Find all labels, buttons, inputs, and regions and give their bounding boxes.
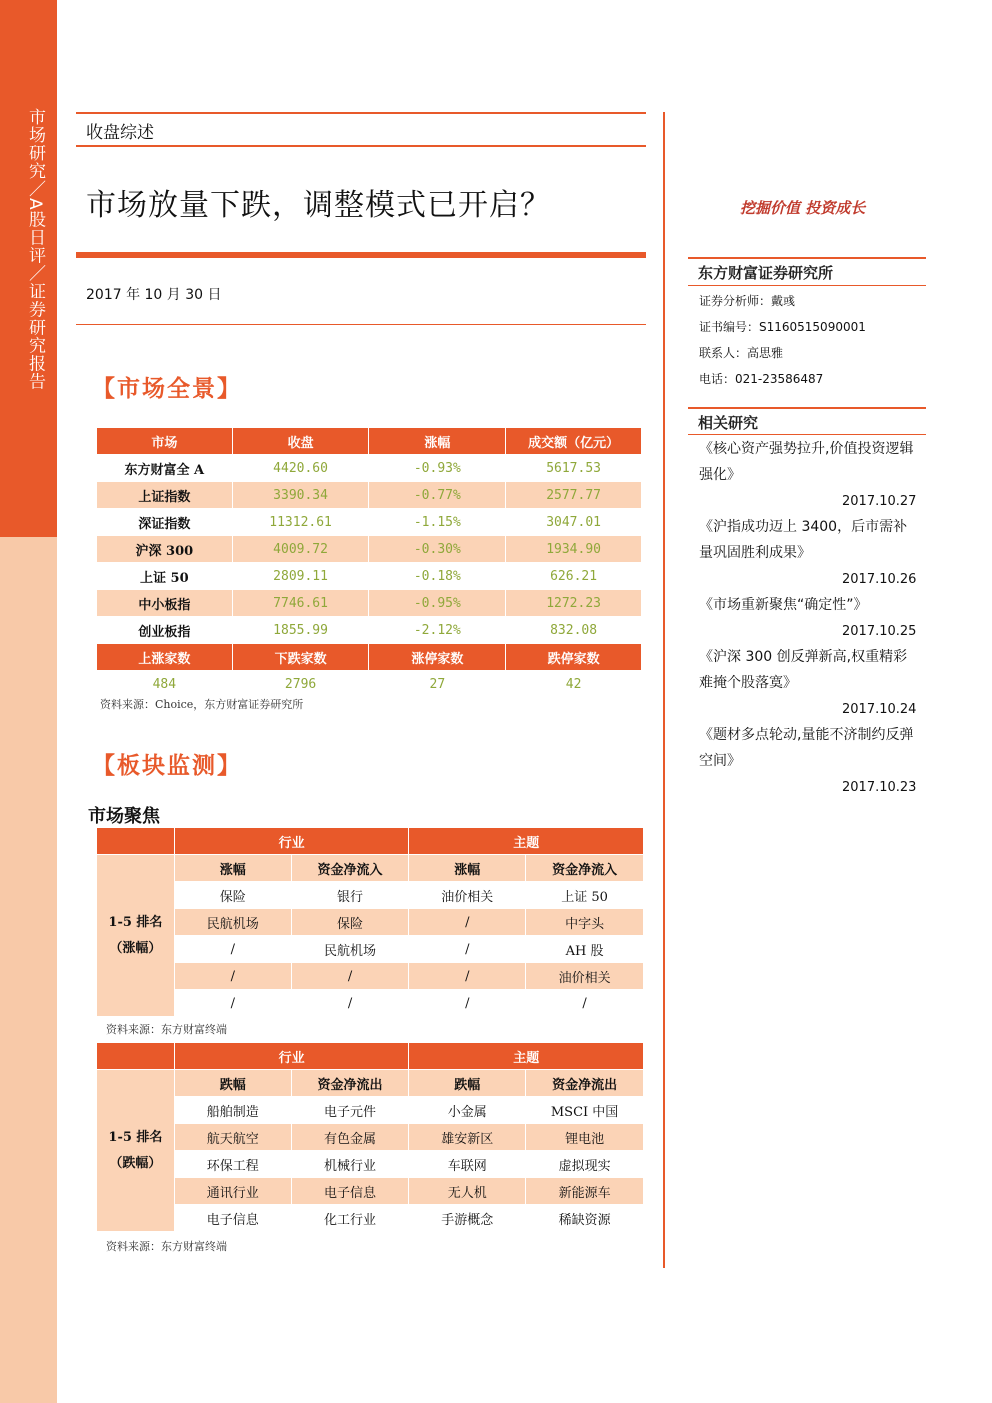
rank-label-line2: （涨幅） xyxy=(109,940,162,956)
market-heading: 【市场全景】 xyxy=(92,375,242,402)
col-header: 资金净流出 xyxy=(526,1070,644,1097)
rank-label xyxy=(97,1070,175,1232)
sidebar-category-text: 市场研究／A股日评／证券研究报告 xyxy=(25,108,45,391)
group-header-row xyxy=(97,828,644,855)
phone-number: 电话：021-23586487 xyxy=(699,372,824,386)
institute-rule-bottom xyxy=(688,285,926,286)
column-divider xyxy=(663,112,665,1268)
col-header: 跌幅 xyxy=(174,1070,291,1097)
change-value: -2.12% xyxy=(369,617,506,644)
index-name: 中小板指 xyxy=(97,590,233,617)
limit-down-count: 42 xyxy=(506,671,642,698)
table-row xyxy=(97,617,642,644)
index-name: 沪深 300 xyxy=(97,536,233,563)
market-source: 资料来源：Choice，东方财富证券研究所 xyxy=(100,698,304,711)
table-cell: 船舶制造 xyxy=(174,1097,291,1124)
volume-value: 832.08 xyxy=(506,617,642,644)
table-cell: 稀缺资源 xyxy=(526,1205,644,1232)
rank-label-line2: （跌幅） xyxy=(109,1155,162,1171)
label-rule xyxy=(76,145,646,147)
table-cell: MSCI 中国 xyxy=(526,1097,644,1124)
table-cell: 保险 xyxy=(174,882,291,909)
column-header-row xyxy=(97,855,644,882)
rank-label xyxy=(97,855,175,1017)
col-header: 跌停家数 xyxy=(506,644,642,671)
volume-value: 1934.90 xyxy=(506,536,642,563)
table-cell: 化工行业 xyxy=(291,1205,409,1232)
related-item-title[interactable]: 《市场重新聚焦“确定性”》 xyxy=(699,597,868,613)
table-cell: 通讯行业 xyxy=(174,1178,291,1205)
table-row xyxy=(97,1178,644,1205)
change-value: -0.95% xyxy=(369,590,506,617)
related-item-date: 2017.10.26 xyxy=(842,572,917,587)
table-row xyxy=(97,1097,644,1124)
col-header: 资金净流出 xyxy=(291,1070,409,1097)
table-cell: 民航机场 xyxy=(174,909,291,936)
related-item-title[interactable]: 《题材多点轮动,量能不济制约反弹空间》 xyxy=(699,727,914,769)
table-cell: / xyxy=(291,963,409,990)
table-cell: / xyxy=(409,963,526,990)
top-rule xyxy=(76,112,646,114)
table-cell: 上证 50 xyxy=(526,882,644,909)
table-row xyxy=(97,990,644,1017)
market-table-header xyxy=(97,428,642,455)
index-name: 东方财富全 A xyxy=(97,455,233,482)
table-cell: / xyxy=(291,990,409,1017)
column-header-row xyxy=(97,1070,644,1097)
table-cell: 有色金属 xyxy=(291,1124,409,1151)
group-theme: 主题 xyxy=(409,828,644,855)
volume-value: 1272.23 xyxy=(506,590,642,617)
table-cell: / xyxy=(409,936,526,963)
sector-down-table xyxy=(96,1042,644,1232)
table-cell: 车联网 xyxy=(409,1151,526,1178)
table-cell: 手游概念 xyxy=(409,1205,526,1232)
col-header: 下跌家数 xyxy=(232,644,369,671)
col-header: 成交额（亿元） xyxy=(506,428,642,455)
table-cell: / xyxy=(174,936,291,963)
table-cell: 小金属 xyxy=(409,1097,526,1124)
date-rule xyxy=(76,324,646,325)
rank-label-line1: 1-5 排名 xyxy=(108,914,163,930)
table-cell: / xyxy=(526,990,644,1017)
related-rule-top xyxy=(688,407,926,409)
close-value: 4009.72 xyxy=(232,536,369,563)
group-industry: 行业 xyxy=(174,1043,409,1070)
table-cell: 航天航空 xyxy=(174,1124,291,1151)
contact-person: 联系人：高思雅 xyxy=(699,346,784,360)
related-rule-bottom xyxy=(688,434,926,435)
up-table-source: 资料来源：东方财富终端 xyxy=(106,1023,227,1036)
group-header-row xyxy=(97,1043,644,1070)
table-row xyxy=(97,563,642,590)
corner-cell xyxy=(97,1043,175,1070)
related-item-title[interactable]: 《沪指成功迈上 3400，后市需补量巩固胜利成果》 xyxy=(699,519,908,561)
table-row xyxy=(97,882,644,909)
table-cell: 民航机场 xyxy=(291,936,409,963)
close-value: 1855.99 xyxy=(232,617,369,644)
cert-number: 证书编号：S1160515090001 xyxy=(699,320,866,334)
down-count: 2796 xyxy=(232,671,369,698)
table-cell: 新能源车 xyxy=(526,1178,644,1205)
title-underline-bar xyxy=(76,252,646,258)
table-cell: / xyxy=(409,990,526,1017)
table-cell: 锂电池 xyxy=(526,1124,644,1151)
table-row xyxy=(97,536,642,563)
table-cell: 环保工程 xyxy=(174,1151,291,1178)
table-row xyxy=(97,1124,644,1151)
change-value: -0.77% xyxy=(369,482,506,509)
slogan: 挖掘价值 投资成长 xyxy=(740,199,866,217)
group-industry: 行业 xyxy=(174,828,409,855)
table-cell: 无人机 xyxy=(409,1178,526,1205)
table-row xyxy=(97,455,642,482)
volume-value: 3047.01 xyxy=(506,509,642,536)
close-value: 3390.34 xyxy=(232,482,369,509)
table-row xyxy=(97,936,644,963)
market-table xyxy=(96,427,642,698)
col-header: 资金净流入 xyxy=(291,855,409,882)
sidebar-light-block xyxy=(0,537,57,1403)
table-cell: 中字头 xyxy=(526,909,644,936)
table-cell: / xyxy=(174,963,291,990)
table-row xyxy=(97,590,642,617)
table-cell: 油价相关 xyxy=(526,963,644,990)
report-date: 2017 年 10 月 30 日 xyxy=(86,287,222,303)
index-name: 深证指数 xyxy=(97,509,233,536)
table-row xyxy=(97,963,644,990)
related-item-date: 2017.10.27 xyxy=(842,494,917,509)
table-row xyxy=(97,509,642,536)
table-cell: 电子信息 xyxy=(174,1205,291,1232)
col-header: 涨幅 xyxy=(409,855,526,882)
table-cell: AH 股 xyxy=(526,936,644,963)
col-header: 市场 xyxy=(97,428,233,455)
table-cell: / xyxy=(409,909,526,936)
related-item-date: 2017.10.24 xyxy=(842,702,917,717)
index-name: 创业板指 xyxy=(97,617,233,644)
group-theme: 主题 xyxy=(409,1043,644,1070)
related-item-title[interactable]: 《核心资产强势拉升,价值投资逻辑强化》 xyxy=(699,441,914,483)
table-cell: / xyxy=(174,990,291,1017)
col-header: 上涨家数 xyxy=(97,644,233,671)
col-header: 跌幅 xyxy=(409,1070,526,1097)
limit-up-count: 27 xyxy=(369,671,506,698)
table-cell: 雄安新区 xyxy=(409,1124,526,1151)
change-value: -0.18% xyxy=(369,563,506,590)
focus-subheading: 市场聚焦 xyxy=(88,806,160,827)
change-value: -1.15% xyxy=(369,509,506,536)
corner-cell xyxy=(97,828,175,855)
table-row xyxy=(97,482,642,509)
page-title: 市场放量下跌，调整模式已开启？ xyxy=(86,188,551,223)
volume-value: 626.21 xyxy=(506,563,642,590)
index-name: 上证 50 xyxy=(97,563,233,590)
analyst-name: 证券分析师：戴彧 xyxy=(699,294,796,308)
rank-label-line1: 1-5 排名 xyxy=(108,1129,163,1145)
table-row xyxy=(97,1205,644,1232)
col-header: 收盘 xyxy=(232,428,369,455)
table-row xyxy=(97,909,644,936)
up-count: 484 xyxy=(97,671,233,698)
table-cell: 虚拟现实 xyxy=(526,1151,644,1178)
volume-value: 2577.77 xyxy=(506,482,642,509)
table-cell: 油价相关 xyxy=(409,882,526,909)
index-name: 上证指数 xyxy=(97,482,233,509)
counts-header-row xyxy=(97,644,642,671)
volume-value: 5617.53 xyxy=(506,455,642,482)
table-row xyxy=(97,1151,644,1178)
related-title: 相关研究 xyxy=(698,414,759,432)
table-cell: 银行 xyxy=(291,882,409,909)
change-value: -0.93% xyxy=(369,455,506,482)
change-value: -0.30% xyxy=(369,536,506,563)
sector-heading: 【板块监测】 xyxy=(92,752,242,779)
table-cell: 保险 xyxy=(291,909,409,936)
sector-up-table xyxy=(96,827,644,1017)
close-value: 11312.61 xyxy=(232,509,369,536)
col-header: 资金净流入 xyxy=(526,855,644,882)
col-header: 涨停家数 xyxy=(369,644,506,671)
related-item-date: 2017.10.25 xyxy=(842,624,917,639)
related-item-title[interactable]: 《沪深 300 创反弹新高,权重精彩难掩个股落寞》 xyxy=(699,649,908,691)
institute-rule-top xyxy=(688,257,926,259)
col-header: 涨幅 xyxy=(369,428,506,455)
counts-row xyxy=(97,671,642,698)
table-cell: 电子元件 xyxy=(291,1097,409,1124)
table-cell: 机械行业 xyxy=(291,1151,409,1178)
close-value: 7746.61 xyxy=(232,590,369,617)
close-value: 4420.60 xyxy=(232,455,369,482)
table-cell: 电子信息 xyxy=(291,1178,409,1205)
section-label: 收盘综述 xyxy=(86,123,154,143)
close-value: 2809.11 xyxy=(232,563,369,590)
institute-title: 东方财富证券研究所 xyxy=(698,264,834,282)
related-item-date: 2017.10.23 xyxy=(842,780,917,795)
down-table-source: 资料来源：东方财富终端 xyxy=(106,1240,227,1253)
col-header: 涨幅 xyxy=(174,855,291,882)
